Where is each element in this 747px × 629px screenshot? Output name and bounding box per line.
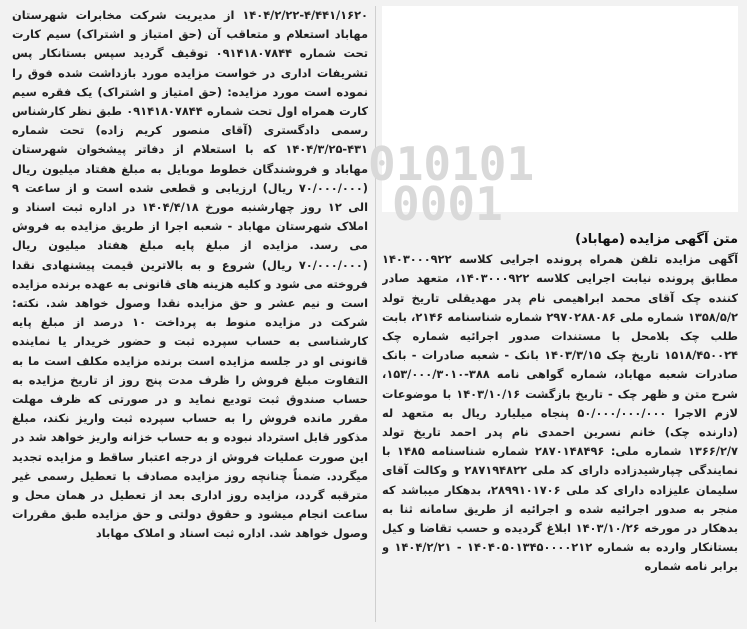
column-divider (375, 6, 376, 622)
watermark-line-2: 0001 (392, 177, 503, 231)
ad-text-right-column (382, 230, 738, 625)
left-column-text: ۱۴۰۴/۲/۲۲-۴/۴۴۱/۱۶۲۰ از مدیریت شرکت مخابرات شهرستان مهاباد استعلام و متعاقب آن (حق امتیاز و اشتراک) سیم کارت تحت شماره ۰۹۱۴۱۸۰۷۸۴۴ توقیف گردید سپس بستانکار پس تشریفات اداری در خواست مزایده مورد بازداشت شده فوق را نموده است مورد مزایده: (حق امتیاز و اشتراک) یک فقره سیم کارت همراه اول تحت شماره ۰۹۱۴۱۸۰۷۸۴۴ طبق نظر کارشناس رسمی دادگستری (آقای منصور کریم زاده) تحت شماره ۴۳۱-۱۴۰۴/۳/۲۵ که با استعلام از دفاتر پیشخوان شهرستان مهاباد و فروشندگان خطوط موبایل به مبلغ هفتاد میلیون ریال (۷۰/۰۰۰/۰۰۰ ریال) ارزیابی و قطعی شده است و از ساعت ۹ الی ۱۲ روز چهارشنبه مورخ ۱۴۰۴/۴/۱۸ در اداره ثبت اسناد و املاک شهرستان مهاباد - شعبه اجرا از طریق مزایده به فروش می رسد. مزایده از مبلغ پایه مبلغ هفتاد میلیون ریال (۷۰/۰۰۰/۰۰۰ ریال) شروع و به بالاترین قیمت پیشنهادی نقدا فروخته می شود و کلیه هزینه های قانونی به عهده برنده مزایده است و نیم عشر و حق مزایده نقدا وصول خواهد شد. نکته: شرکت در مزایده منوط به پرداخت ۱۰ درصد از مبلغ پایه کارشناسی به حساب سپرده ثبت و حضور خریدار یا نماینده قانونی او در جلسه مزایده است برنده مزایده مکلف است ما به التفاوت مبلغ فروش را ظرف مدت پنج روز از تاریخ مزایده به حساب صندوق ثبت تودیع نماید و در صورتی که ظرف مهلت مقرر مانده فروش را به حساب سپرده ثبت واریز نکند، مبلغ مذکور قابل استرداد نبوده و به حساب خزانه واریز خواهد شد در این صورت عملیات فروش از درجه اعتبار ساقط و مزایده تجدید میگردد. ضمناً چنانچه روز مزایده مصادف با تعطیل رسمی غیر مترقبه گردد، مزایده روز اداری بعد از تعطیل در همان محل و ساعت انجام میشود و حقوق دولتی و حق مزایده طبق مقررات وصول خواهد شد. اداره ثبت اسناد و املاک مهاباد (12, 8, 368, 541)
right-column-text: آگهی مزایده تلفن همراه پرونده اجرایی کلاسه ۱۴۰۳۰۰۰۹۲۲ مطابق پرونده نیابت اجرایی کلاسه ۱۴۰۳۰۰۰۹۲۲، متعهد صادر کننده چک آقای محمد ابراهیمی نام پدر مهدیقلی تاریخ تولد ۱۳۵۸/۵/۲ شماره ملی ۲۹۷۰۲۸۸۰۸۶ شماره شناسنامه ۲۱۴۶، بابت طلب چک بلامحل با مستندات صدور اجرائیه شماره چک ۱۵۱۸/۴۵۰۰۲۴ تاریخ چک ۱۴۰۳/۳/۱۵ بانک - شعبه صادرات - بانک صادرات شعبه مهاباد، شماره گواهی نامه ۳۸۸-۱۵۳/۰۰۰/۳۰۱۰، شرح متن و ظهر چک - تاریخ بازگشت ۱۴۰۳/۱۰/۱۶ با موضوعات لازم الاجرا ۵۰/۰۰۰/۰۰۰/۰۰۰ پنجاه میلیارد ریال به متعهد له (دارنده چک) خانم نسرین احمدی نام پدر احمد تاریخ تولد ۱۳۶۶/۲/۷ شماره ملی: ۲۸۷۰۱۴۸۴۹۶ شماره شناسنامه ۱۴۸۵ با نمایندگی چپارشیدزاده دارای کد ملی ۲۸۷۱۹۴۸۲۲ و وکالت آقای سلیمان علیزاده دارای کد ملی ۲۸۹۹۱۰۱۷۰۶، بدهکار میباشد که منجر به صدور اجرائیه شده و اجرائیه از طریق سامانه ثنا به بدهکار در مورخه ۱۴۰۳/۱۰/۲۶ ابلاغ گردیده و حسب تقاضا و کیل بستانکار وارده به شماره ۱۴۰۴۰۵۰۱۳۴۵۰۰۰۰۲۱۲ - ۱۴۰۴/۲/۲۱ و برابر نامه شماره (382, 252, 738, 574)
blank-ad-box (382, 6, 738, 212)
ad-title: متن آگهی مزایده (مهاباد) (575, 232, 738, 247)
ad-text-left-column (12, 6, 368, 621)
watermark-line-1: 010101 (368, 137, 535, 191)
